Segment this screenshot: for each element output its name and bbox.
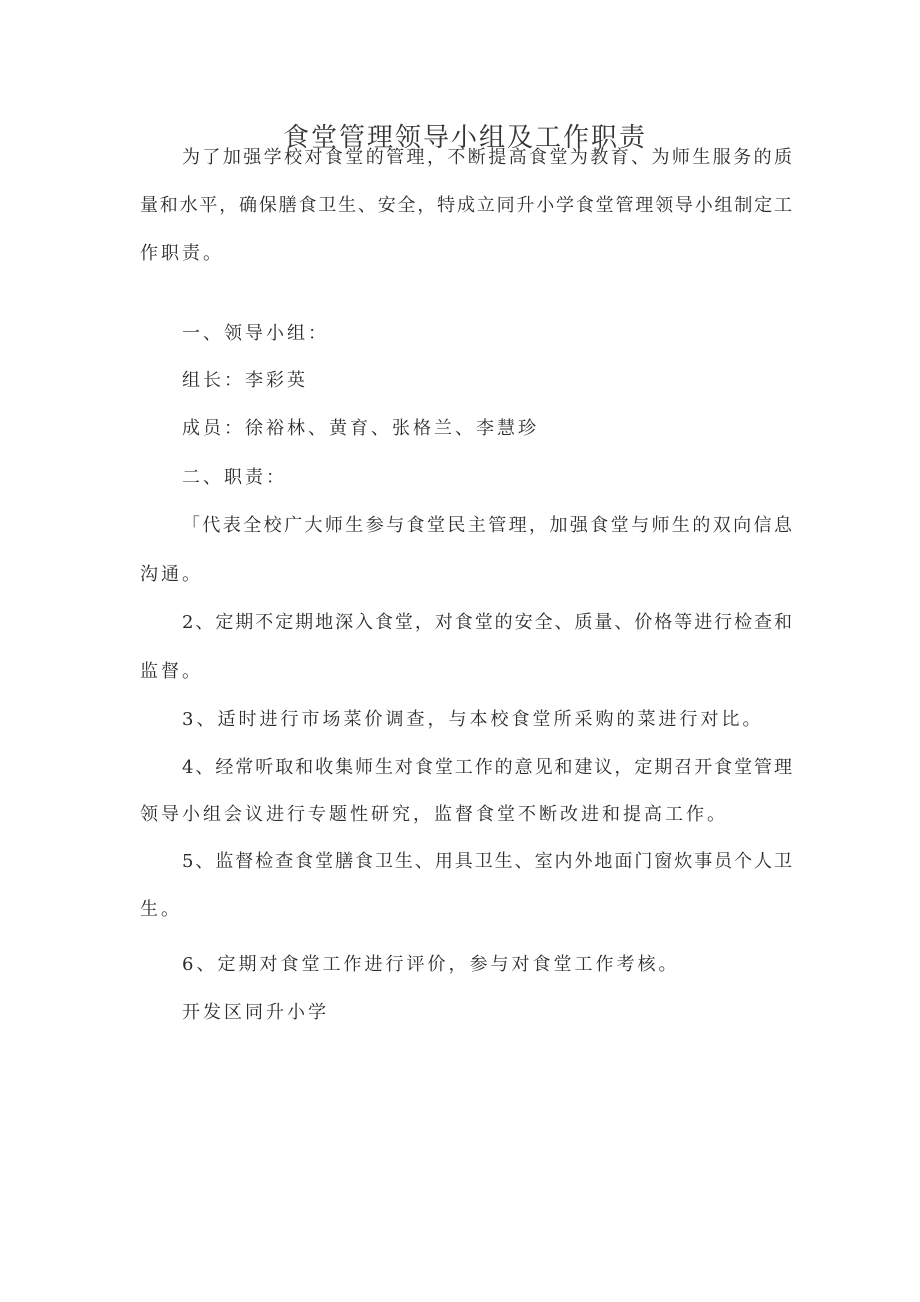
intro-line: 作职责。 — [140, 243, 224, 264]
duty-line: 5、监督检查食堂膳食卫生、用具卫生、室内外地面门窗炊事员个人卫 — [182, 851, 792, 872]
document-title: 食堂管理领导小组及工作职责 — [282, 123, 647, 153]
group-leader: 组长：李彩英 — [182, 370, 308, 391]
duty-line: 生。 — [140, 899, 182, 920]
duty-line: 3、适时进行市场菜价调查，与本校食堂所采购的菜进行对比。 — [182, 709, 764, 730]
section2-heading: 二、职责： — [182, 467, 287, 488]
duty-line: 「代表全校广大师生参与食堂民主管理，加强食堂与师生的双向信息 — [182, 515, 792, 536]
duty-line: 6、定期对食堂工作进行评价，参与对食堂工作考核。 — [182, 954, 680, 975]
group-members: 成员：徐裕林、黄育、张格兰、李慧珍 — [182, 418, 539, 439]
intro-line: 量和水平，确保膳食卫生、安全，特成立同升小学食堂管理领导小组制定工 — [140, 195, 792, 216]
section1-heading: 一、领导小组： — [182, 323, 329, 344]
duty-line: 4、经常听取和收集师生对食堂工作的意见和建议，定期召开食堂管理 — [182, 757, 792, 778]
duty-line: 2、定期不定期地深入食堂，对食堂的安全、质量、价格等进行检查和 — [182, 612, 792, 633]
duty-line: 领导小组会议进行专题性研究，监督食堂不断改进和提高工作。 — [140, 804, 728, 825]
signature: 开发区同升小学 — [182, 1002, 329, 1023]
duty-line: 沟通。 — [140, 564, 203, 585]
intro-line: 为了加强学校对食堂的管理，不断提高食堂为教育、为师生服务的质 — [182, 147, 792, 168]
duty-line: 监督。 — [140, 661, 203, 682]
